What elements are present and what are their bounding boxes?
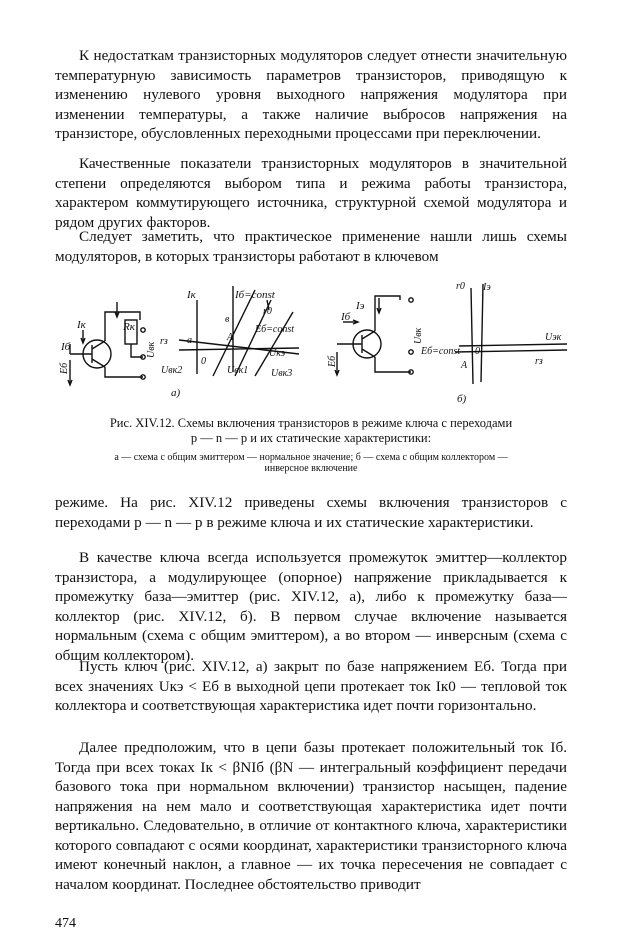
a-graph-uke: Uкэ [269, 348, 286, 359]
a-graph-ik: Iк [187, 289, 196, 301]
figure-caption-line1: Рис. XIV.12. Схемы включения транзисторов в режиме ключа с переходами [109, 416, 513, 430]
graph-a [160, 286, 299, 399]
a-graph-a: a [187, 335, 192, 346]
a-circuit-rk: Rк [123, 321, 135, 333]
a-graph-eb-const: Eб=const [255, 324, 294, 335]
b-circuit-ib: Iб [341, 311, 351, 323]
a-graph-uvk3: Uвк3 [271, 368, 293, 379]
circuit-a [59, 302, 157, 385]
b-graph-ie: Iэ [483, 282, 491, 293]
b-graph-uek: Uэк [545, 332, 562, 343]
b-graph-A: A [461, 360, 468, 371]
a-graph-uvk2: Uвк2 [161, 365, 183, 376]
figure-caption-line2: p — n — p и их статические характеристики: [190, 431, 432, 445]
paragraph-6: Пусть ключ (рис. XIV.12, а) закрыт по базе напряжением Eб. Тогда при всех значениях Uкэ < Eб в выходной цепи протекает ток Iк0 — тепловой ток коллектора и соответствующая характеристика идет почти горизонтально. [55, 658, 567, 714]
b-graph-eb-const: Eб=const [421, 346, 460, 357]
a-circuit-ib: Iб [61, 341, 71, 353]
paragraph-7: Далее предположим, что в цепи базы протекает положительный ток Iб. Тогда при всех токах Iк < βNIб (βN — интегральный коэффициент передачи базового тока при нормальном включении) транзистор насыщен, падение напряжения на нем мало и соответствующая характеристика идет почти вертикально. Следовательно, в отличие от контактного ключа, характеристики которого совпадают с осями координат, характеристики транзисторного ключа имеют конечный наклон, а главное — их точка пересечения не совпадает с началом координат. Последнее обстоятельство приводит [55, 739, 567, 893]
a-graph-rz: rз [160, 336, 168, 347]
b-graph-rz: rз [535, 356, 543, 367]
figure-subcaption-line2: инверсное включение [264, 463, 358, 474]
page-number: 474 [55, 916, 76, 931]
a-graph-uvk1: Uвк1 [227, 365, 249, 376]
paragraph-5: В качестве ключа всегда используется промежуток эмиттер—коллектор транзистора, а модулирующее (опорное) напряжение прикладывается к промежутку база—эмиттер (рис. XIV.12, а), либо к промежутку база—коллектор (рис. XIV.12, б). В первом случае включение называется нормальным (схема с общим эмиттером), а во втором — инверсным (схема с общим коллектором). [55, 549, 567, 664]
figure-subcaption-line1: а — схема с общим эмиттером — нормальное значение; б — схема с общим коллектором — [114, 452, 508, 463]
graph-b [420, 281, 567, 405]
figure-xiv-12 [55, 272, 575, 412]
circuit-b [327, 296, 424, 375]
paragraph-3: Следует заметить, что практическое применение нашли лишь схемы модуляторов, в которых транзисторы работают в ключевом [55, 228, 567, 265]
a-circuit-eb: Eб [59, 362, 70, 374]
label-a: а) [171, 387, 181, 399]
b-graph-zero: 0 [475, 346, 480, 357]
b-circuit-eb: Eб [327, 355, 338, 367]
label-b: б) [457, 393, 467, 405]
paragraph-2: Качественные показатели транзисторных модуляторов в значительной степени определяются выбором типа и режима работы транзистора, характером коммутирующего источника, структурной схемой модулятора и рядом других факторов. [55, 155, 567, 231]
a-graph-v: в [225, 314, 230, 325]
a-circuit-uvk: Uвк [146, 341, 157, 358]
b-circuit-ie: Iэ [356, 300, 365, 312]
a-graph-ib-const: Iб=const [235, 289, 275, 301]
a-graph-zero: 0 [201, 356, 206, 367]
a-circuit-ik: Iк [77, 319, 86, 331]
a-graph-r0: r0 [263, 306, 272, 317]
paragraph-4: режиме. На рис. XIV.12 приведены схемы включения транзисторов с переходами p — n — p в режиме ключа и их статические характеристики. [55, 494, 567, 531]
b-graph-r0: r0 [456, 281, 465, 292]
b-circuit-uvk: Uвк [413, 327, 424, 344]
a-graph-A: A [227, 332, 234, 343]
paragraph-1: К недостаткам транзисторных модуляторов следует отнести значительную температурную зависимость параметров транзисторов, приводящую к изменению нулевого уровня выходного напряжения модулятора при изменении температуры, а также наличие выбросов напряжения на транзисторе, обусловленных переходными процессами при переключении. [55, 47, 567, 142]
